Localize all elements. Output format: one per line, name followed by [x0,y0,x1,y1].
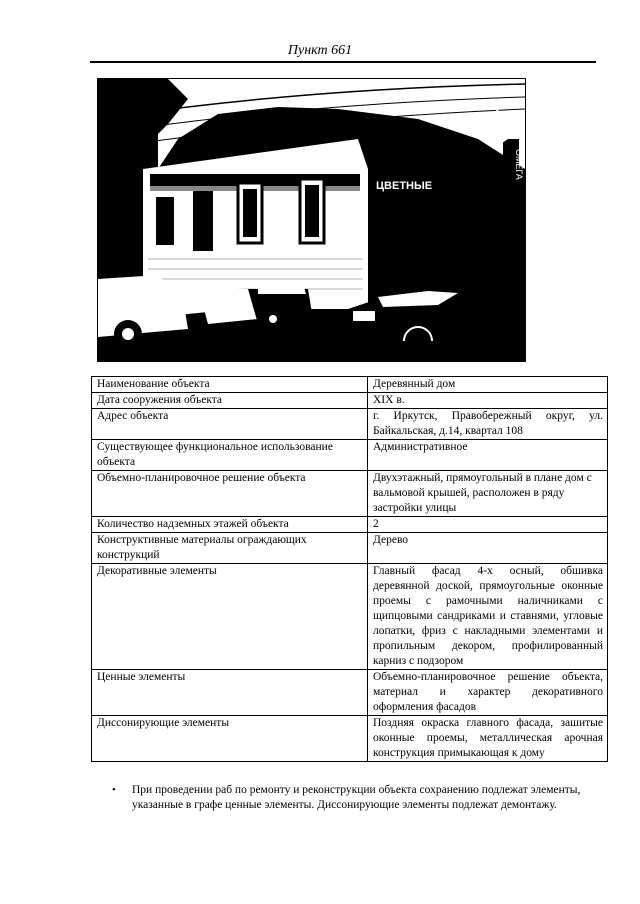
table-row [92,409,608,440]
table-row [92,670,608,716]
row-label: Ценные элементы [92,670,368,716]
row-value: г. Иркутск, Правобережный округ, ул. Байкальская, д.14, квартал 108 [368,409,608,440]
row-label: Диссонирующие элементы [92,716,368,762]
row-value: Объемно-планировочное решение объекта, материал и характер декоративного оформления фасадов [368,670,608,716]
row-value: Дерево [368,533,608,564]
table-row [92,564,608,670]
bullet-icon: • [112,784,116,796]
object-properties-table [91,376,608,762]
row-value: Двухэтажный, прямоугольный в плане дом с вальмовой крышей, расположен в ряду застройки улицы [368,471,608,517]
building-photo [97,78,526,362]
svg-text:ЦВЕТНЫЕ: ЦВЕТНЫЕ [376,180,433,192]
table-row [92,471,608,517]
header-rule [90,61,596,63]
footnote-text: При проведении раб по ремонту и реконструкции объекта сохранению подлежат элементы, указанные в графе ценные элементы. Диссонирующие элементы подлежат демонтажу. [132,784,581,811]
page-title: Пункт 661 [287,43,353,58]
row-label: Конструктивные материалы ограждающих конструкций [92,533,368,564]
table-row [92,533,608,564]
row-value: Административное [368,440,608,471]
row-value: 2 [368,517,608,533]
table-row [92,517,608,533]
row-label: Количество надземных этажей объекта [92,517,368,533]
table-row [92,440,608,471]
svg-text:ОМЕГА: ОМЕГА [514,149,524,180]
row-value: XIX в. [368,393,608,409]
table-row [92,377,608,393]
row-value: Главный фасад 4-х осный, обшивка деревянной доской, прямоугольные оконные проемы с рамочными наличниками с щипцовыми сандриками и ставнями, угловые лопатки, фриз с накладными элементами и пропильным декором, профилированный карниз с подзором [368,564,608,670]
table-row [92,393,608,409]
row-label: Дата сооружения объекта [92,393,368,409]
row-label: Адрес объекта [92,409,368,440]
table-row [92,716,608,762]
row-value: Деревянный дом [368,377,608,393]
row-value: Поздняя окраска главного фасада, зашитые оконные проемы, металлическая арочная конструкция примыкающая к дому [368,716,608,762]
row-label: Объемно-планировочное решение объекта [92,471,368,517]
row-label: Существующее функциональное использование объекта [92,440,368,471]
footnote [112,783,598,813]
row-label: Наименование объекта [92,377,368,393]
row-label: Декоративные элементы [92,564,368,670]
